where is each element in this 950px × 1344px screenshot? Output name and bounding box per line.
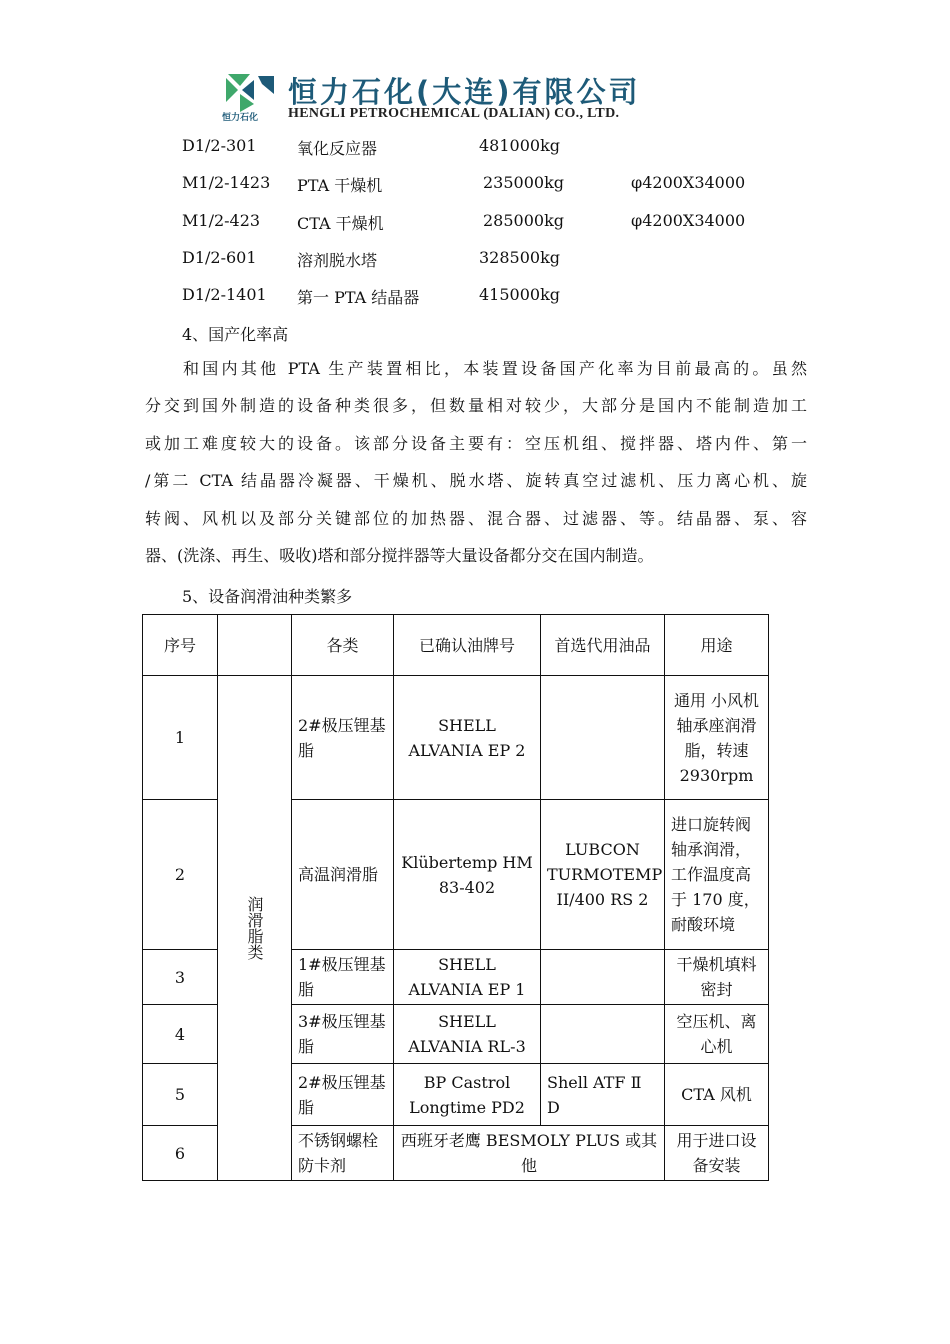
header-category bbox=[218, 615, 292, 676]
equipment-weight: 235000kg bbox=[483, 173, 565, 192]
row-use: 干燥机填料密封 bbox=[665, 950, 769, 1005]
row-type: 1#极压锂基脂 bbox=[292, 950, 394, 1005]
row-confirmed-oil: Klübertemp HM 83-402 bbox=[394, 800, 541, 950]
lubricant-table bbox=[142, 614, 769, 1181]
equipment-dimension: φ4200X34000 bbox=[631, 211, 746, 230]
header-no: 序号 bbox=[143, 615, 218, 676]
row-alternative-oil bbox=[541, 676, 665, 800]
equipment-tag: D1/2-301 bbox=[182, 136, 257, 155]
equipment-tag: D1/2-601 bbox=[182, 248, 257, 267]
row-confirmed-oil: BP Castrol Longtime PD2 bbox=[394, 1064, 541, 1126]
paragraph-line: 和国内其他 PTA 生产装置相比，本装置设备国产化率为目前最高的。虽然 bbox=[183, 359, 807, 378]
equipment-tag: M1/2-423 bbox=[182, 211, 261, 230]
row-use: 用于进口设备安装 bbox=[665, 1126, 769, 1181]
row-no: 1 bbox=[143, 676, 218, 800]
paragraph-line: 或加工难度较大的设备。该部分设备主要有：空压机组、搅拌器、塔内件、第一 bbox=[145, 433, 807, 453]
equipment-weight: 328500kg bbox=[479, 248, 561, 267]
row-alternative-oil bbox=[541, 950, 665, 1005]
header-type: 各类 bbox=[292, 615, 394, 676]
section-5-heading: 5、设备润滑油种类繁多 bbox=[182, 587, 353, 606]
row-confirmed-oil: SHELL ALVANIA RL-3 bbox=[394, 1005, 541, 1064]
row-type: 3#极压锂基脂 bbox=[292, 1005, 394, 1064]
row-confirmed-oil: 西班牙老鹰 BESMOLY PLUS 或其他 bbox=[394, 1126, 665, 1181]
paragraph-line: 器、(洗涤、再生、吸收)塔和部分搅拌器等大量设备都分交在国内制造。 bbox=[145, 545, 654, 565]
company-header bbox=[214, 66, 738, 126]
row-no: 2 bbox=[143, 800, 218, 950]
logo-small-text: 恒力石化 bbox=[222, 113, 259, 123]
equipment-weight: 285000kg bbox=[483, 211, 565, 230]
row-confirmed-oil: SHELL ALVANIA EP 2 bbox=[394, 676, 541, 800]
equipment-name: CTA 干燥机 bbox=[297, 214, 384, 233]
row-use: 空压机、离心机 bbox=[665, 1005, 769, 1064]
equipment-name: PTA 干燥机 bbox=[297, 176, 383, 195]
equipment-weight: 415000kg bbox=[479, 285, 561, 304]
row-no: 3 bbox=[143, 950, 218, 1005]
row-type: 2#极压锂基脂 bbox=[292, 676, 394, 800]
equipment-name: 第一 PTA 结晶器 bbox=[297, 288, 420, 307]
section-4-heading: 4、国产化率高 bbox=[182, 325, 289, 344]
equipment-dimension: φ4200X34000 bbox=[631, 173, 746, 192]
paragraph-line: 分交到国外制造的设备种类很多，但数量相对较少，大部分是国内不能制造加工 bbox=[145, 396, 807, 416]
paragraph-line: /第二 CTA 结晶器冷凝器、干燥机、脱水塔、旋转真空过滤机、压力离心机、旋 bbox=[145, 471, 807, 491]
row-type: 不锈钢螺栓防卡剂 bbox=[292, 1126, 394, 1181]
header-confirmed-oil: 已确认油牌号 bbox=[394, 615, 541, 676]
row-alternative-oil: Shell ATF Ⅱ D bbox=[541, 1064, 665, 1126]
row-use: 通用 小风机轴承座润滑脂，转速 2930rpm bbox=[665, 676, 769, 800]
section-4-paragraph bbox=[145, 350, 807, 574]
row-no: 5 bbox=[143, 1064, 218, 1126]
header-use: 用途 bbox=[665, 615, 769, 676]
equipment-tag: D1/2-1401 bbox=[182, 285, 267, 304]
equipment-tag: M1/2-1423 bbox=[182, 173, 271, 192]
row-no: 6 bbox=[143, 1126, 218, 1181]
equipment-weight: 481000kg bbox=[479, 136, 561, 155]
row-alternative-oil: LUBCON TURMOTEMP II/400 RS 2 bbox=[541, 800, 665, 950]
row-use: 进口旋转阀轴承润滑，工作温度高于 170 度，耐酸环境 bbox=[665, 800, 769, 950]
row-no: 4 bbox=[143, 1005, 218, 1064]
row-alternative-oil bbox=[541, 1005, 665, 1064]
category-cell bbox=[218, 676, 292, 1181]
company-name-cn: 恒力石化(大连)有限公司 bbox=[288, 75, 641, 109]
table-row bbox=[143, 676, 769, 800]
category-label: 润滑脂类 bbox=[245, 896, 264, 960]
company-name-en: HENGLI PETROCHEMICAL (DALIAN) CO., LTD. bbox=[288, 106, 620, 121]
equipment-name: 溶剂脱水塔 bbox=[297, 251, 378, 270]
paragraph-line: 转阀、风机以及部分关键部位的加热器、混合器、过滤器、等。结晶器、泵、容 bbox=[145, 508, 807, 528]
row-use: CTA 风机 bbox=[665, 1064, 769, 1126]
row-confirmed-oil: SHELL ALVANIA EP 1 bbox=[394, 950, 541, 1005]
table-header-row bbox=[143, 615, 769, 676]
header-alternative-oil: 首选代用油品 bbox=[541, 615, 665, 676]
row-type: 高温润滑脂 bbox=[292, 800, 394, 950]
row-type: 2#极压锂基脂 bbox=[292, 1064, 394, 1126]
equipment-name: 氧化反应器 bbox=[297, 139, 378, 158]
